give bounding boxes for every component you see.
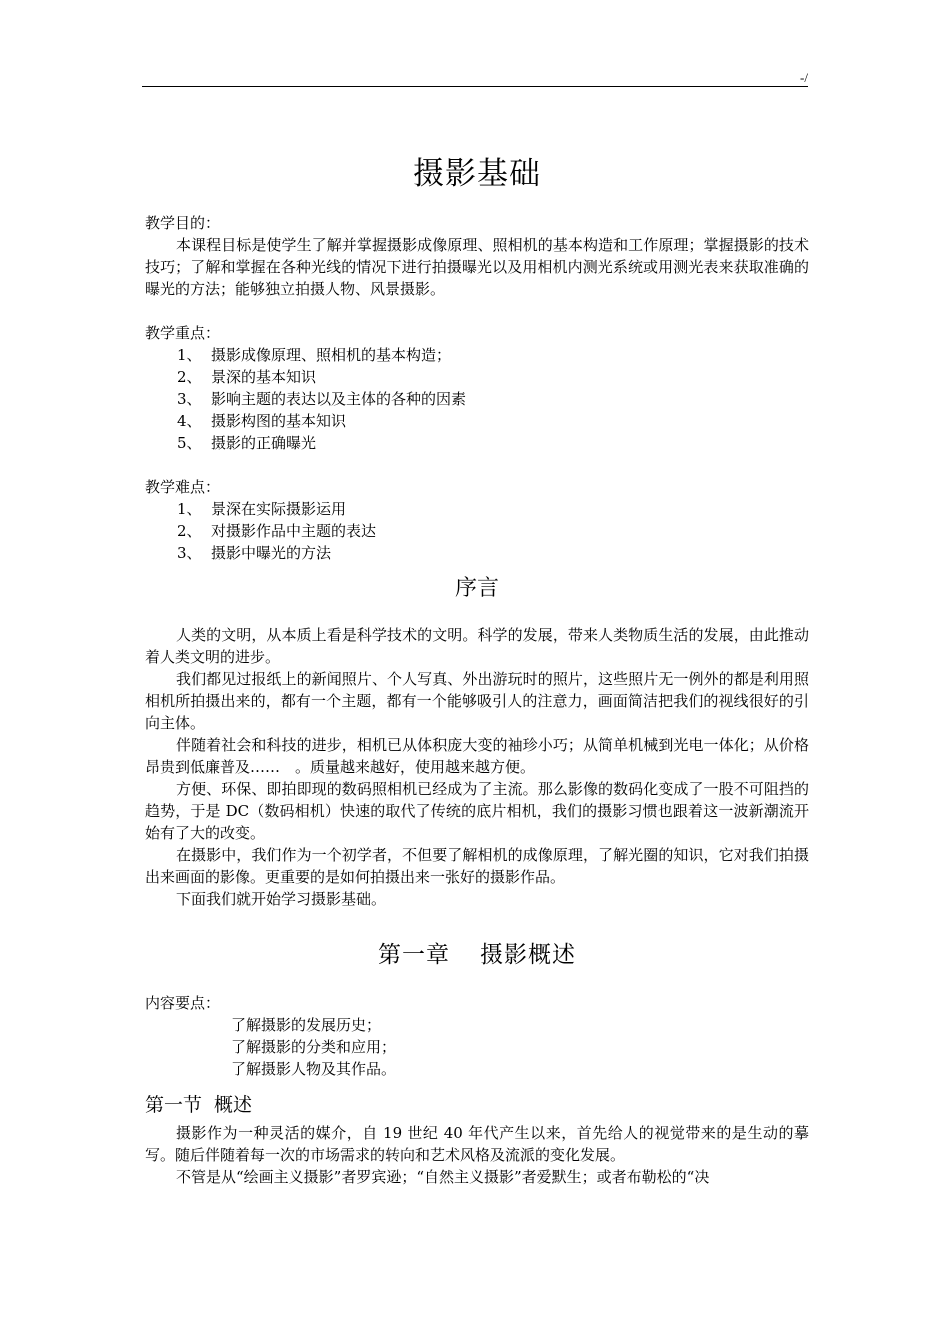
section-name: 概述 [214,1094,253,1116]
list-item [177,542,809,564]
chapter-contents-list [145,1014,809,1080]
list-item-text: 景深的基本知识 [211,368,317,386]
objectives-label: 教学目的： [145,214,221,232]
preface-paragraph: 人类的文明，从本质上看是科学技术的文明。科学的发展，带来人类物质生活的发展，由此推动着人类文明的进步。 [145,626,809,666]
list-item-number: 3、 [177,390,202,408]
key-points-list [145,344,809,454]
list-item [177,388,809,410]
list-item: 了解摄影的分类和应用； [231,1038,397,1056]
list-item: 了解摄影人物及其作品。 [231,1060,397,1078]
preface-paragraph: 我们都见过报纸上的新闻照片、个人写真、外出游玩时的照片，这些照片无一例外的都是利用照相机所拍摄出来的，都有一个主题，都有一个能够吸引人的注意力，画面简洁把我们的视线很好的引向主体。 [145,670,809,732]
chapter-contents-label: 内容要点： [145,994,221,1012]
list-item-number: 5、 [177,434,202,452]
preface-paragraph: 下面我们就开始学习摄影基础。 [176,890,387,908]
difficulties-label: 教学难点： [145,478,221,496]
preface-paragraph: 方便、环保、即拍即现的数码照相机已经成为了主流。那么影像的数码化变成了一股不可阻挡的趋势，于是 DC（数码相机）快速的取代了传统的底片相机，我们的摄影习惯也跟着这一波新潮流开始有了大的改变。 [145,780,809,842]
objectives-text: 本课程目标是使学生了解并掌握摄影成像原理、照相机的基本构造和工作原理；掌握摄影的技术技巧；了解和掌握在各种光线的情况下进行拍摄曝光以及用相机内测光系统或用测光表来获取准确的曝光的方法；能够独立拍摄人物、风景摄影。 [145,236,809,298]
list-item-number: 1、 [177,500,202,518]
header-mark: -/ [800,70,808,85]
list-item: 了解摄影的发展历史； [231,1016,382,1034]
list-item-number: 3、 [177,544,202,562]
list-item [177,366,809,388]
list-item-text: 对摄影作品中主题的表达 [211,522,377,540]
preface-paragraph: 伴随着社会和科技的进步，相机已从体积庞大变的袖珍小巧；从简单机械到光电一体化；从价格昂贵到低廉普及…… 。质量越来越好，使用越来越方便。 [145,736,809,776]
list-item-text: 摄影构图的基本知识 [211,412,347,430]
spacer [145,300,809,322]
list-item [177,344,809,366]
key-points-label: 教学重点： [145,324,221,342]
list-item [177,498,809,520]
list-item [177,410,809,432]
section-number: 第一节 [145,1094,203,1116]
preface-paragraph: 在摄影中，我们作为一个初学者，不但要了解相机的成像原理，了解光圈的知识，它对我们拍摄出来画面的影像。更重要的是如何拍摄出来一张好的摄影作品。 [145,846,809,886]
list-item [177,432,809,454]
list-item-number: 2、 [177,368,202,386]
list-item-text: 景深在实际摄影运用 [211,500,347,518]
list-item-text: 摄影中曝光的方法 [211,544,332,562]
list-item-text: 摄影的正确曝光 [211,434,317,452]
preface-title: 序言 [454,576,499,601]
section-paragraph: 不管是从“绘画主义摄影”者罗宾逊；“自然主义摄影”者爱默生；或者布勒松的“决 [176,1168,710,1186]
spacer [145,454,809,476]
section-paragraph: 摄影作为一种灵活的媒介，自 19 世纪 40 年代产生以来，首先给人的视觉带来的是生动的摹写。随后伴随着每一次的市场需求的转向和艺术风格及流派的变化发展。 [145,1124,809,1164]
chapter-number: 第一章 [378,942,450,968]
list-item-text: 摄影成像原理、照相机的基本构造； [211,346,452,364]
chapter-title [145,938,809,972]
difficulties-list [145,498,809,564]
list-item-text: 影响主题的表达以及主体的各种的因素 [211,390,467,408]
section-heading [145,1090,809,1120]
list-item-number: 4、 [177,412,202,430]
header-rule [142,86,808,87]
list-item [177,520,809,542]
document-title: 摄影基础 [413,156,541,192]
document-body [145,140,809,1188]
list-item-number: 1、 [177,346,202,364]
chapter-name: 摄影概述 [480,942,576,968]
list-item-number: 2、 [177,522,202,540]
